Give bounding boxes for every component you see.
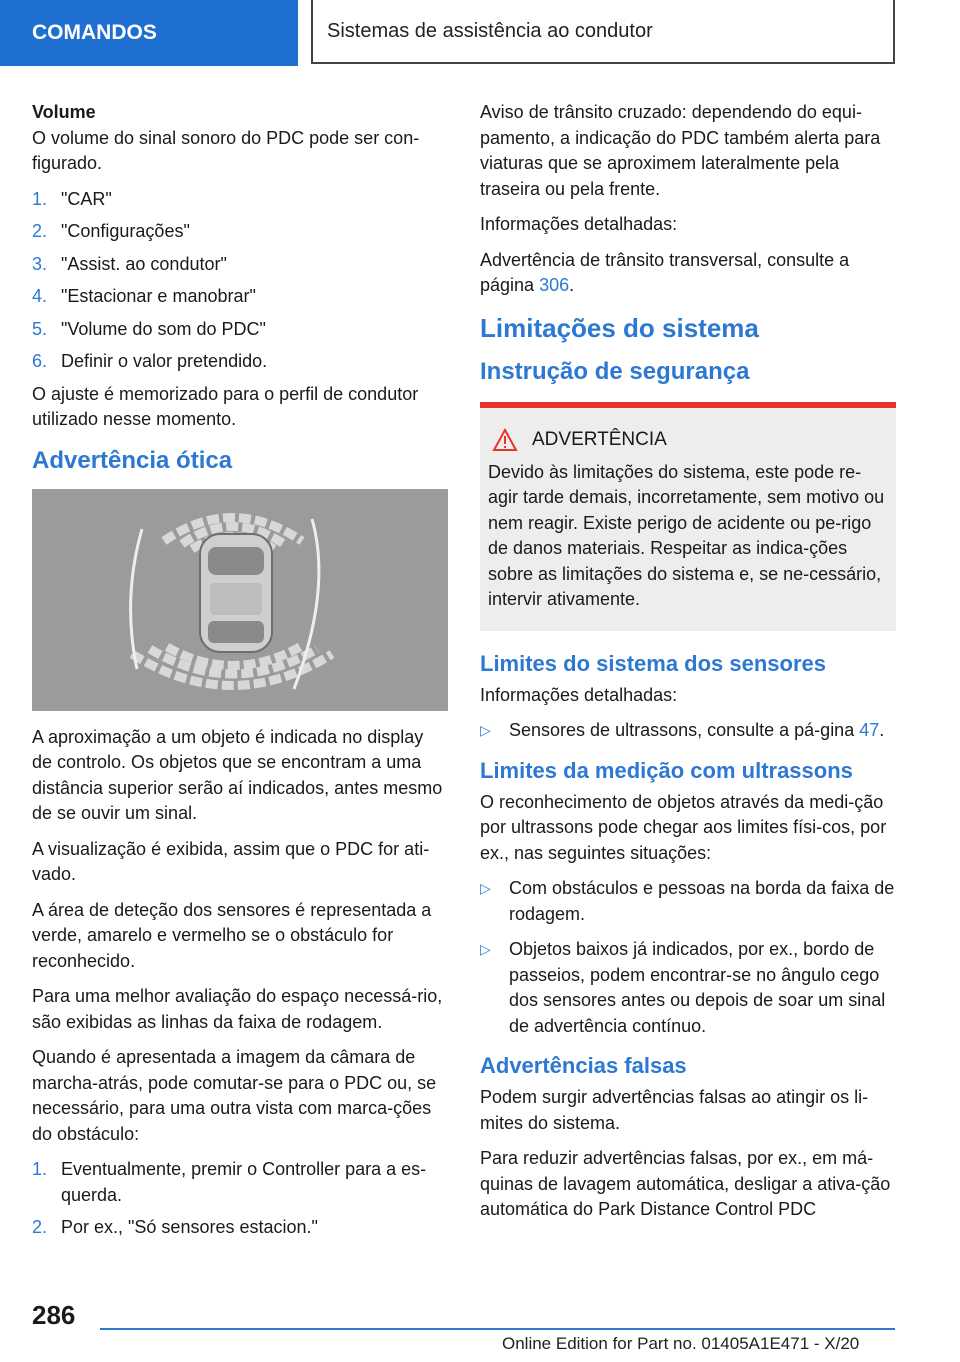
camera-steps [32,1157,448,1241]
paragraph: A visualização é exibida, assim que o PDC for ati-vado. [32,838,430,884]
list-item: 4. "Estacionar e manobrar" [32,286,256,306]
warning-text: Devido às limitações do sistema, este pode re-agir tarde demais, incorretamente, sem motivo ou nem reagir. Existe perigo de acidente ou pe-rigo de danos materiais. Respeitar as indica-ções sobre as limitações do sistema e, se ne-cessário, intervir ativamente. [488,461,885,609]
sensor-list [480,718,896,744]
info-label: Informações detalhadas: [480,684,678,705]
advert-otica-heading: Advertência ótica [32,446,233,474]
ajuste-text: O ajuste é memorizado para o perfil de condutor utilizado nesse momento. [32,383,419,429]
list-item: 1. Eventualmente, premir o Controller para a es-querda. [32,1159,427,1205]
paragraph: Podem surgir advertências falsas ao atingir os li-mites do sistema. [480,1087,869,1133]
pdc-display-illustration [32,489,448,711]
safety-heading: Instrução de segurança [480,357,750,385]
volume-text: O volume do sinal sonoro do PDC pode ser con-figurado. [32,127,420,173]
list-item: 2. "Configurações" [32,221,190,241]
paragraph: Para reduzir advertências falsas, por ex., em má-quinas de lavagem automática, desligar a ativa-ção automática do Park Distance Control PDC [480,1148,891,1219]
cross-traffic-text: Aviso de trânsito cruzado: dependendo do equi-pamento, a indicação do PDC também alerta para viaturas que se aproximem lateralmente pela traseira ou pela frente. [480,102,881,199]
triangle-bullet-icon: ▷ [480,941,491,957]
page-link-306[interactable]: 306 [539,275,570,295]
list-item: 3. "Assist. ao condutor" [32,253,227,274]
false-warnings-heading: Advertências falsas [480,1053,687,1078]
paragraph: Para uma melhor avaliação do espaço necessá-rio, são exibidas as linhas da faixa de rodagem. [32,986,443,1032]
paragraph: A área de deteção dos sensores é representada a verde, amarelo e vermelho se o obstáculo for reconhecido. [32,899,432,971]
volume-steps [32,187,448,375]
cross-ref: Advertência de trânsito transversal, consulte a página 306. [480,249,850,295]
page-link-47[interactable]: 47 [859,720,880,740]
footer-divider [100,1328,895,1330]
ultra-list [480,876,896,1039]
paragraph: A aproximação a um objeto é indicada no display de controlo. Os objetos que se encontram a uma distância superior serão aí indicados, antes mesmo de se ouvir um sinal. [32,726,443,823]
list-item: 5. "Volume do som do PDC" [32,318,266,339]
list-item: ▷ Com obstáculos e pessoas na borda da faixa de rodagem. [480,876,896,927]
right-column [480,100,896,1233]
page-number: 286 [32,1300,76,1330]
section-tab: COMANDOS [0,0,298,66]
triangle-bullet-icon: ▷ [480,722,491,738]
list-item: 6. Definir o valor pretendido. [32,351,268,371]
info-label: Informações detalhadas: [480,214,678,234]
sensor-limits-heading: Limites do sistema dos sensores [480,650,827,676]
warning-box [480,402,896,631]
list-item: 2. Por ex., "Só sensores estacion." [32,1217,318,1237]
ultra-text: O reconhecimento de objetos através da medi-ção por ultrassons pode chegar aos limites físi-cos, por ex., nas seguintes situações: [480,791,887,863]
limits-heading: Limitações do sistema [480,312,759,343]
list-item: 1. "CAR" [32,188,112,209]
edition-text: Online Edition for Part no. 01405A1E471 - X/20 [502,1334,860,1353]
list-item: ▷ Objetos baixos já indicados, por ex., bordo de passeios, podem encontrar-se no ângulo cego dos sensores antes ou depois de soar um sinal de advertência contínuo. [480,937,896,1039]
paragraph: Quando é apresentada a imagem da câmara de marcha-atrás, pode comutar-se para o PDC ou, se necessário, para uma outra vista com marca-ções do obstáculo: [32,1047,437,1144]
list-item: ▷ Sensores de ultrassons, consulte a pá-gina 47. [480,718,896,744]
warning-title: ADVERTÊNCIA [532,428,667,450]
left-column [32,100,448,1248]
ultra-heading: Limites da medição com ultrassons [480,757,853,783]
chapter-title: Sistemas de assistência ao condutor [311,0,895,64]
triangle-bullet-icon: ▷ [480,880,491,896]
warning-triangle-icon [492,428,518,452]
car-sensor-icon [32,489,448,711]
volume-heading: Volume [32,102,96,122]
